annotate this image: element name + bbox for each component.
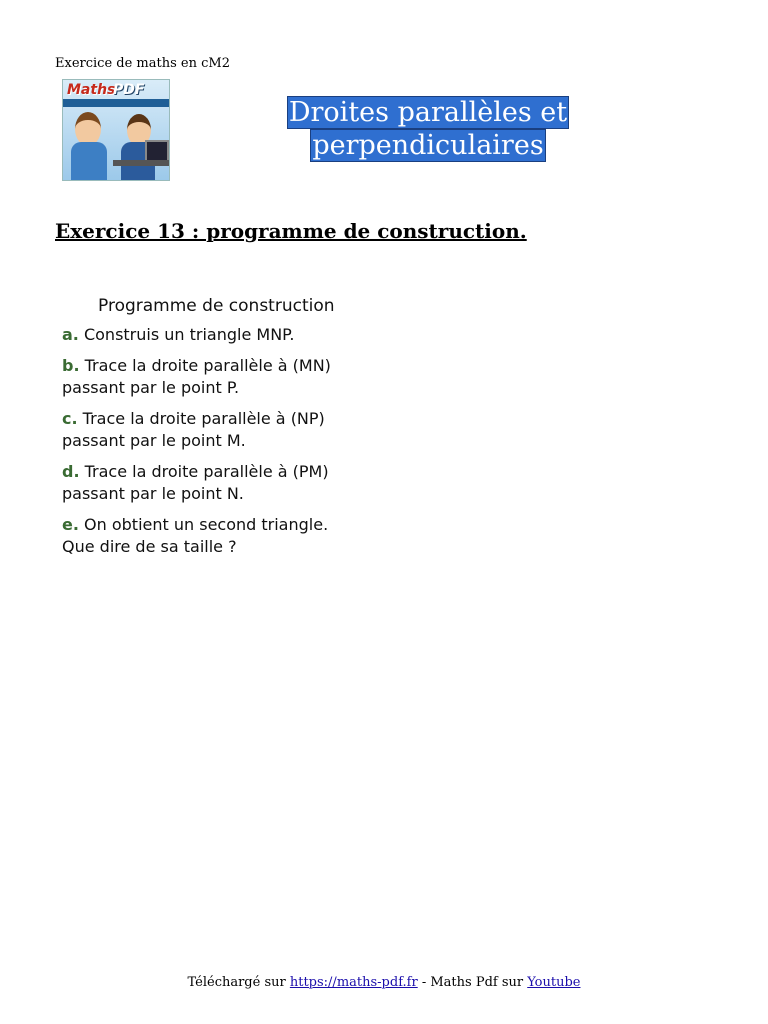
- exercise-heading: Exercice 13 : programme de construction.: [55, 219, 527, 243]
- header-text: Exercice de maths en cM2: [55, 56, 230, 71]
- program-step-b: [62, 355, 422, 399]
- logo-brand-maths: Maths: [67, 82, 116, 98]
- step-text-continued: passant par le point M.: [62, 431, 246, 450]
- logo-brand-pdf: PDF: [113, 82, 145, 98]
- step-text: Trace la droite parallèle à (MN): [84, 356, 331, 375]
- step-text: Trace la droite parallèle à (NP): [82, 409, 325, 428]
- footer-site-link[interactable]: https://maths-pdf.fr: [289, 975, 418, 990]
- footer-youtube-link[interactable]: Youtube: [527, 975, 581, 990]
- step-text-continued: passant par le point P.: [62, 378, 240, 397]
- program-title: Programme de construction: [98, 296, 335, 316]
- construction-program: [62, 296, 422, 567]
- step-letter: a.: [62, 325, 79, 344]
- program-step-d: [62, 461, 422, 505]
- footer-prefix: Téléchargé sur: [187, 975, 290, 990]
- step-letter: d.: [62, 462, 80, 481]
- program-step-e: [62, 514, 422, 558]
- page-title-line2: perpendiculaires: [312, 130, 544, 161]
- page-title: [0, 96, 768, 162]
- page-title-line1: Droites parallèles et: [288, 97, 568, 128]
- step-letter: c.: [62, 409, 78, 428]
- step-text-continued: Que dire de sa taille ?: [62, 537, 237, 556]
- program-step-c: [62, 408, 422, 452]
- program-step-a: [62, 324, 422, 346]
- step-letter: b.: [62, 356, 80, 375]
- step-text: On obtient un second triangle.: [84, 515, 329, 534]
- footer-middle: - Maths Pdf sur: [417, 975, 528, 990]
- step-text-continued: passant par le point N.: [62, 484, 244, 503]
- step-letter: e.: [62, 515, 79, 534]
- step-text: Construis un triangle MNP.: [83, 325, 295, 344]
- footer: [0, 975, 768, 990]
- step-text: Trace la droite parallèle à (PM): [84, 462, 329, 481]
